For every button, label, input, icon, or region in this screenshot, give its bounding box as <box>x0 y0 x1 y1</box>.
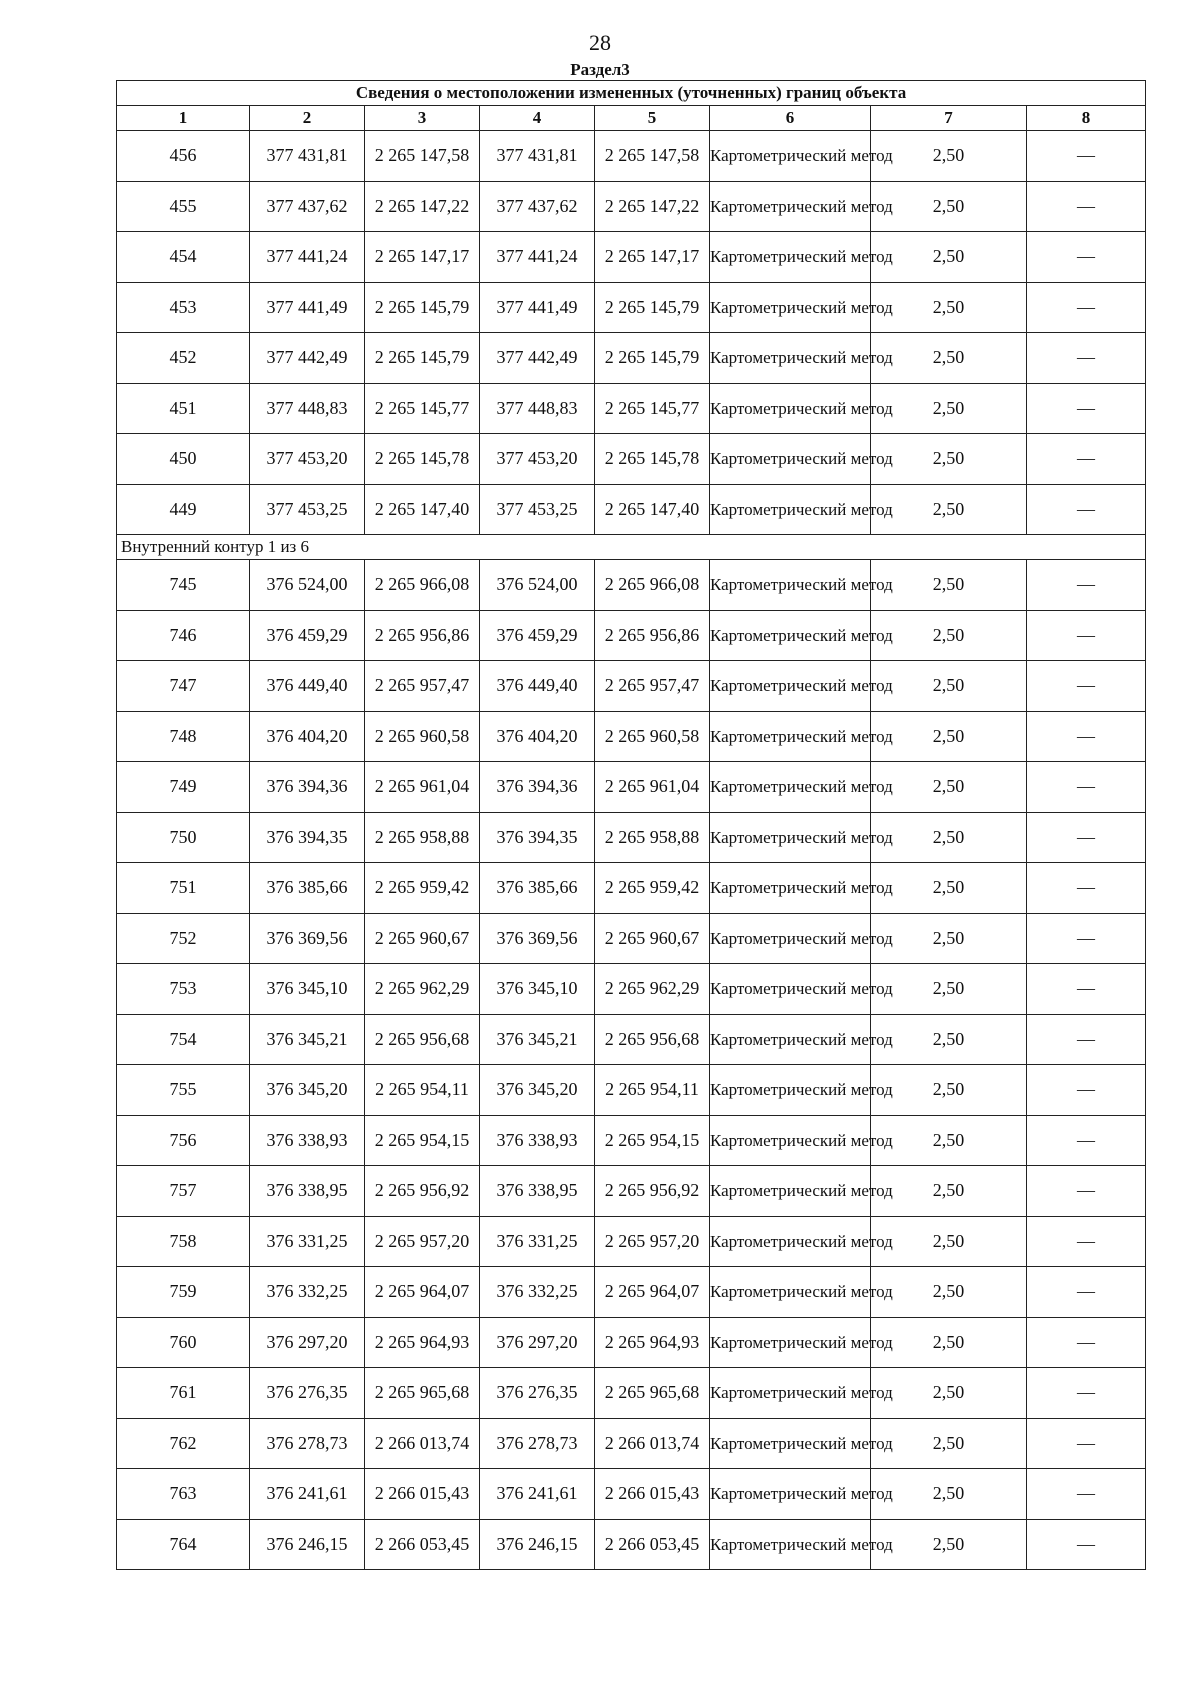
y-new-cell: 2 265 964,07 <box>595 1267 710 1318</box>
point-number-cell: 451 <box>117 383 250 434</box>
column-header: 8 <box>1027 106 1146 131</box>
y-old-cell: 2 265 964,93 <box>365 1317 480 1368</box>
point-number-cell: 758 <box>117 1216 250 1267</box>
x-old-cell: 376 449,40 <box>250 661 365 712</box>
note-cell: — <box>1027 1166 1146 1217</box>
column-header-row <box>117 106 1146 131</box>
table-caption: Сведения о местоположении измененных (уточненных) границ объекта <box>117 81 1146 106</box>
page-number: 28 <box>589 30 611 55</box>
method-cell: Картометрический метод <box>710 131 871 182</box>
table-row <box>117 434 1146 485</box>
note-cell: — <box>1027 1469 1146 1520</box>
point-number-cell: 456 <box>117 131 250 182</box>
point-number-cell: 745 <box>117 560 250 611</box>
x-new-cell: 376 524,00 <box>480 560 595 611</box>
y-new-cell: 2 265 957,47 <box>595 661 710 712</box>
x-new-cell: 376 241,61 <box>480 1469 595 1520</box>
y-new-cell: 2 265 961,04 <box>595 762 710 813</box>
y-old-cell: 2 265 147,58 <box>365 131 480 182</box>
note-cell: — <box>1027 661 1146 712</box>
accuracy-cell: 2,50 <box>871 1519 1027 1570</box>
method-cell: Картометрический метод <box>710 1469 871 1520</box>
x-new-cell: 377 448,83 <box>480 383 595 434</box>
y-new-cell: 2 265 956,68 <box>595 1014 710 1065</box>
x-old-cell: 376 297,20 <box>250 1317 365 1368</box>
accuracy-cell: 2,50 <box>871 560 1027 611</box>
y-old-cell: 2 265 145,79 <box>365 282 480 333</box>
accuracy-cell: 2,50 <box>871 181 1027 232</box>
note-cell: — <box>1027 812 1146 863</box>
note-cell: — <box>1027 1014 1146 1065</box>
method-cell: Картометрический метод <box>710 1267 871 1318</box>
x-old-cell: 377 441,49 <box>250 282 365 333</box>
note-cell: — <box>1027 131 1146 182</box>
point-number-cell: 759 <box>117 1267 250 1318</box>
method-cell: Картометрический метод <box>710 913 871 964</box>
x-old-cell: 377 441,24 <box>250 232 365 283</box>
y-old-cell: 2 265 960,67 <box>365 913 480 964</box>
note-cell: — <box>1027 1065 1146 1116</box>
accuracy-cell: 2,50 <box>871 484 1027 535</box>
point-number-cell: 454 <box>117 232 250 283</box>
note-cell: — <box>1027 1115 1146 1166</box>
accuracy-cell: 2,50 <box>871 1115 1027 1166</box>
y-new-cell: 2 266 015,43 <box>595 1469 710 1520</box>
x-new-cell: 377 453,20 <box>480 434 595 485</box>
table-caption-row <box>117 81 1146 106</box>
contour-subheader-row <box>117 535 1146 560</box>
table-row <box>117 812 1146 863</box>
point-number-cell: 755 <box>117 1065 250 1116</box>
y-new-cell: 2 265 145,77 <box>595 383 710 434</box>
x-old-cell: 376 338,93 <box>250 1115 365 1166</box>
x-new-cell: 376 338,93 <box>480 1115 595 1166</box>
table-row <box>117 1115 1146 1166</box>
y-old-cell: 2 266 013,74 <box>365 1418 480 1469</box>
point-number-cell: 754 <box>117 1014 250 1065</box>
note-cell: — <box>1027 181 1146 232</box>
method-cell: Картометрический метод <box>710 812 871 863</box>
point-number-cell: 449 <box>117 484 250 535</box>
table-row <box>117 964 1146 1015</box>
y-new-cell: 2 265 147,22 <box>595 181 710 232</box>
table-row <box>117 610 1146 661</box>
point-number-cell: 762 <box>117 1418 250 1469</box>
x-new-cell: 376 331,25 <box>480 1216 595 1267</box>
x-old-cell: 377 437,62 <box>250 181 365 232</box>
y-old-cell: 2 266 015,43 <box>365 1469 480 1520</box>
table-row <box>117 282 1146 333</box>
table-row <box>117 1014 1146 1065</box>
x-old-cell: 377 442,49 <box>250 333 365 384</box>
note-cell: — <box>1027 434 1146 485</box>
table-row <box>117 383 1146 434</box>
y-old-cell: 2 265 145,78 <box>365 434 480 485</box>
y-old-cell: 2 265 954,11 <box>365 1065 480 1116</box>
method-cell: Картометрический метод <box>710 232 871 283</box>
note-cell: — <box>1027 1317 1146 1368</box>
x-old-cell: 377 431,81 <box>250 131 365 182</box>
x-old-cell: 376 369,56 <box>250 913 365 964</box>
x-old-cell: 376 331,25 <box>250 1216 365 1267</box>
point-number-cell: 748 <box>117 711 250 762</box>
x-new-cell: 376 276,35 <box>480 1368 595 1419</box>
y-new-cell: 2 265 145,79 <box>595 282 710 333</box>
accuracy-cell: 2,50 <box>871 1014 1027 1065</box>
method-cell: Картометрический метод <box>710 484 871 535</box>
y-new-cell: 2 265 966,08 <box>595 560 710 611</box>
method-cell: Картометрический метод <box>710 762 871 813</box>
y-old-cell: 2 265 966,08 <box>365 560 480 611</box>
note-cell: — <box>1027 1519 1146 1570</box>
y-old-cell: 2 265 959,42 <box>365 863 480 914</box>
y-new-cell: 2 265 147,40 <box>595 484 710 535</box>
x-old-cell: 376 459,29 <box>250 610 365 661</box>
x-old-cell: 377 453,20 <box>250 434 365 485</box>
y-new-cell: 2 265 954,11 <box>595 1065 710 1116</box>
x-old-cell: 376 246,15 <box>250 1519 365 1570</box>
x-new-cell: 377 453,25 <box>480 484 595 535</box>
note-cell: — <box>1027 1216 1146 1267</box>
table-row <box>117 560 1146 611</box>
x-new-cell: 376 332,25 <box>480 1267 595 1318</box>
point-number-cell: 453 <box>117 282 250 333</box>
y-old-cell: 2 265 147,22 <box>365 181 480 232</box>
note-cell: — <box>1027 1368 1146 1419</box>
note-cell: — <box>1027 232 1146 283</box>
column-header: 6 <box>710 106 871 131</box>
accuracy-cell: 2,50 <box>871 1166 1027 1217</box>
point-number-cell: 749 <box>117 762 250 813</box>
note-cell: — <box>1027 333 1146 384</box>
point-number-cell: 747 <box>117 661 250 712</box>
x-old-cell: 376 276,35 <box>250 1368 365 1419</box>
accuracy-cell: 2,50 <box>871 131 1027 182</box>
x-old-cell: 377 453,25 <box>250 484 365 535</box>
x-new-cell: 376 404,20 <box>480 711 595 762</box>
x-new-cell: 376 345,10 <box>480 964 595 1015</box>
column-header: 1 <box>117 106 250 131</box>
x-old-cell: 376 524,00 <box>250 560 365 611</box>
x-old-cell: 376 338,95 <box>250 1166 365 1217</box>
x-new-cell: 376 385,66 <box>480 863 595 914</box>
column-header: 7 <box>871 106 1027 131</box>
x-new-cell: 376 278,73 <box>480 1418 595 1469</box>
y-new-cell: 2 265 962,29 <box>595 964 710 1015</box>
accuracy-cell: 2,50 <box>871 1317 1027 1368</box>
note-cell: — <box>1027 1267 1146 1318</box>
note-cell: — <box>1027 964 1146 1015</box>
x-old-cell: 376 278,73 <box>250 1418 365 1469</box>
method-cell: Картометрический метод <box>710 560 871 611</box>
y-new-cell: 2 265 145,79 <box>595 333 710 384</box>
table-row <box>117 1519 1146 1570</box>
method-cell: Картометрический метод <box>710 434 871 485</box>
point-number-cell: 450 <box>117 434 250 485</box>
x-new-cell: 376 345,21 <box>480 1014 595 1065</box>
x-new-cell: 377 442,49 <box>480 333 595 384</box>
y-old-cell: 2 265 962,29 <box>365 964 480 1015</box>
method-cell: Картометрический метод <box>710 1216 871 1267</box>
method-cell: Картометрический метод <box>710 1418 871 1469</box>
y-old-cell: 2 265 147,17 <box>365 232 480 283</box>
method-cell: Картометрический метод <box>710 282 871 333</box>
table-row <box>117 762 1146 813</box>
method-cell: Картометрический метод <box>710 1519 871 1570</box>
table-row <box>117 131 1146 182</box>
accuracy-cell: 2,50 <box>871 1065 1027 1116</box>
note-cell: — <box>1027 282 1146 333</box>
method-cell: Картометрический метод <box>710 711 871 762</box>
x-old-cell: 376 385,66 <box>250 863 365 914</box>
note-cell: — <box>1027 560 1146 611</box>
x-old-cell: 376 345,10 <box>250 964 365 1015</box>
note-cell: — <box>1027 913 1146 964</box>
table-body <box>117 81 1146 1570</box>
y-old-cell: 2 265 961,04 <box>365 762 480 813</box>
y-old-cell: 2 265 145,79 <box>365 333 480 384</box>
table-row <box>117 1368 1146 1419</box>
x-old-cell: 377 448,83 <box>250 383 365 434</box>
y-new-cell: 2 265 964,93 <box>595 1317 710 1368</box>
x-old-cell: 376 345,20 <box>250 1065 365 1116</box>
accuracy-cell: 2,50 <box>871 812 1027 863</box>
accuracy-cell: 2,50 <box>871 1368 1027 1419</box>
accuracy-cell: 2,50 <box>871 333 1027 384</box>
y-new-cell: 2 265 147,58 <box>595 131 710 182</box>
y-old-cell: 2 265 145,77 <box>365 383 480 434</box>
x-new-cell: 376 297,20 <box>480 1317 595 1368</box>
x-new-cell: 377 437,62 <box>480 181 595 232</box>
y-new-cell: 2 266 053,45 <box>595 1519 710 1570</box>
point-number-cell: 746 <box>117 610 250 661</box>
column-header: 2 <box>250 106 365 131</box>
y-new-cell: 2 265 959,42 <box>595 863 710 914</box>
y-new-cell: 2 265 957,20 <box>595 1216 710 1267</box>
x-new-cell: 376 369,56 <box>480 913 595 964</box>
note-cell: — <box>1027 383 1146 434</box>
table-row <box>117 863 1146 914</box>
note-cell: — <box>1027 1418 1146 1469</box>
accuracy-cell: 2,50 <box>871 282 1027 333</box>
method-cell: Картометрический метод <box>710 863 871 914</box>
method-cell: Картометрический метод <box>710 1317 871 1368</box>
y-old-cell: 2 265 956,86 <box>365 610 480 661</box>
y-new-cell: 2 265 147,17 <box>595 232 710 283</box>
table-row <box>117 1216 1146 1267</box>
accuracy-cell: 2,50 <box>871 863 1027 914</box>
point-number-cell: 757 <box>117 1166 250 1217</box>
accuracy-cell: 2,50 <box>871 1418 1027 1469</box>
x-new-cell: 376 394,36 <box>480 762 595 813</box>
y-old-cell: 2 265 954,15 <box>365 1115 480 1166</box>
method-cell: Картометрический метод <box>710 1368 871 1419</box>
y-new-cell: 2 265 145,78 <box>595 434 710 485</box>
x-new-cell: 376 459,29 <box>480 610 595 661</box>
accuracy-cell: 2,50 <box>871 434 1027 485</box>
x-old-cell: 376 404,20 <box>250 711 365 762</box>
table-row <box>117 1065 1146 1116</box>
table-row <box>117 711 1146 762</box>
x-new-cell: 377 441,49 <box>480 282 595 333</box>
column-header: 3 <box>365 106 480 131</box>
y-new-cell: 2 265 958,88 <box>595 812 710 863</box>
method-cell: Картометрический метод <box>710 661 871 712</box>
y-new-cell: 2 265 960,67 <box>595 913 710 964</box>
section-title: Раздел3 <box>570 60 630 79</box>
point-number-cell: 764 <box>117 1519 250 1570</box>
table-row <box>117 1166 1146 1217</box>
point-number-cell: 752 <box>117 913 250 964</box>
table-row <box>117 661 1146 712</box>
method-cell: Картометрический метод <box>710 964 871 1015</box>
y-old-cell: 2 265 956,68 <box>365 1014 480 1065</box>
method-cell: Картометрический метод <box>710 383 871 434</box>
y-old-cell: 2 265 965,68 <box>365 1368 480 1419</box>
x-old-cell: 376 345,21 <box>250 1014 365 1065</box>
x-new-cell: 377 431,81 <box>480 131 595 182</box>
accuracy-cell: 2,50 <box>871 232 1027 283</box>
table-row <box>117 232 1146 283</box>
note-cell: — <box>1027 610 1146 661</box>
x-new-cell: 376 394,35 <box>480 812 595 863</box>
y-new-cell: 2 265 954,15 <box>595 1115 710 1166</box>
x-new-cell: 377 441,24 <box>480 232 595 283</box>
y-new-cell: 2 266 013,74 <box>595 1418 710 1469</box>
y-old-cell: 2 265 957,47 <box>365 661 480 712</box>
y-old-cell: 2 265 147,40 <box>365 484 480 535</box>
y-new-cell: 2 265 956,92 <box>595 1166 710 1217</box>
accuracy-cell: 2,50 <box>871 1267 1027 1318</box>
note-cell: — <box>1027 484 1146 535</box>
method-cell: Картометрический метод <box>710 1166 871 1217</box>
accuracy-cell: 2,50 <box>871 1469 1027 1520</box>
y-new-cell: 2 265 960,58 <box>595 711 710 762</box>
y-old-cell: 2 265 956,92 <box>365 1166 480 1217</box>
x-old-cell: 376 332,25 <box>250 1267 365 1318</box>
accuracy-cell: 2,50 <box>871 610 1027 661</box>
point-number-cell: 763 <box>117 1469 250 1520</box>
x-new-cell: 376 345,20 <box>480 1065 595 1116</box>
x-new-cell: 376 246,15 <box>480 1519 595 1570</box>
table-row <box>117 181 1146 232</box>
note-cell: — <box>1027 711 1146 762</box>
point-number-cell: 751 <box>117 863 250 914</box>
x-new-cell: 376 449,40 <box>480 661 595 712</box>
point-number-cell: 753 <box>117 964 250 1015</box>
accuracy-cell: 2,50 <box>871 661 1027 712</box>
contour-label: Внутренний контур 1 из 6 <box>117 535 1146 560</box>
accuracy-cell: 2,50 <box>871 762 1027 813</box>
method-cell: Картометрический метод <box>710 333 871 384</box>
table-row <box>117 1418 1146 1469</box>
y-new-cell: 2 265 956,86 <box>595 610 710 661</box>
table-row <box>117 484 1146 535</box>
table-row <box>117 333 1146 384</box>
accuracy-cell: 2,50 <box>871 1216 1027 1267</box>
y-old-cell: 2 265 958,88 <box>365 812 480 863</box>
note-cell: — <box>1027 863 1146 914</box>
point-number-cell: 455 <box>117 181 250 232</box>
point-number-cell: 452 <box>117 333 250 384</box>
table-row <box>117 913 1146 964</box>
x-new-cell: 376 338,95 <box>480 1166 595 1217</box>
column-header: 5 <box>595 106 710 131</box>
point-number-cell: 761 <box>117 1368 250 1419</box>
table-row <box>117 1317 1146 1368</box>
point-number-cell: 760 <box>117 1317 250 1368</box>
method-cell: Картометрический метод <box>710 1065 871 1116</box>
table-row <box>117 1267 1146 1318</box>
accuracy-cell: 2,50 <box>871 913 1027 964</box>
note-cell: — <box>1027 762 1146 813</box>
y-old-cell: 2 265 964,07 <box>365 1267 480 1318</box>
method-cell: Картометрический метод <box>710 181 871 232</box>
x-old-cell: 376 394,35 <box>250 812 365 863</box>
x-old-cell: 376 241,61 <box>250 1469 365 1520</box>
table-row <box>117 1469 1146 1520</box>
x-old-cell: 376 394,36 <box>250 762 365 813</box>
point-number-cell: 750 <box>117 812 250 863</box>
method-cell: Картометрический метод <box>710 1014 871 1065</box>
y-new-cell: 2 265 965,68 <box>595 1368 710 1419</box>
point-number-cell: 756 <box>117 1115 250 1166</box>
coordinates-table <box>116 80 1146 1570</box>
y-old-cell: 2 266 053,45 <box>365 1519 480 1570</box>
accuracy-cell: 2,50 <box>871 711 1027 762</box>
column-header: 4 <box>480 106 595 131</box>
accuracy-cell: 2,50 <box>871 964 1027 1015</box>
y-old-cell: 2 265 960,58 <box>365 711 480 762</box>
method-cell: Картометрический метод <box>710 1115 871 1166</box>
method-cell: Картометрический метод <box>710 610 871 661</box>
y-old-cell: 2 265 957,20 <box>365 1216 480 1267</box>
accuracy-cell: 2,50 <box>871 383 1027 434</box>
